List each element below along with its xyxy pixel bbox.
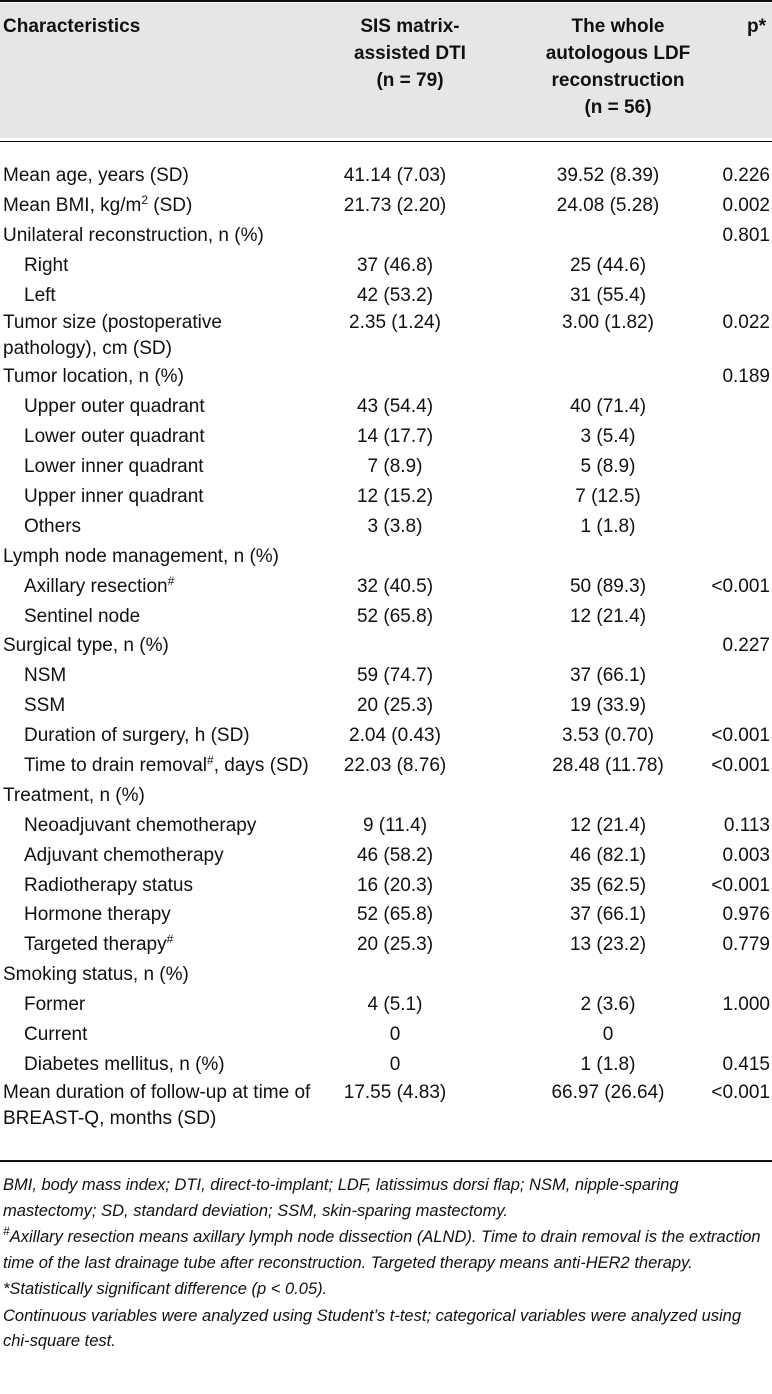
table-row [0,482,772,512]
p-value: 0.415 [722,1053,770,1075]
row-label: Lymph node management, n (%) [3,545,280,567]
value-sis-dti: 20 (25.3) [356,695,434,717]
value-autologous-ldf: 46 (82.1) [569,844,647,866]
value-sis-dti: 41.14 (7.03) [343,165,447,186]
row-label: Unilateral reconstruction, n (%) [3,224,264,246]
row-label: Mean duration of follow-up at time of BREAST-Q, months (SD) [3,1081,311,1129]
row-label: Adjuvant chemotherapy [24,844,224,866]
p-value: 0.226 [722,165,770,186]
row-label: Tumor location, n (%) [3,366,184,388]
table-row [0,871,772,901]
table-row [0,811,772,841]
row-label: Sentinel node [24,605,141,627]
table-footnotes [3,1173,769,1356]
row-label: Current [24,1024,88,1046]
value-sis-dti: 32 (40.5) [356,575,434,597]
value-sis-dti: 59 (74.7) [356,665,434,687]
table-row [0,661,772,691]
p-value: 0.022 [722,312,770,334]
p-value: 0.003 [722,844,770,866]
header-autologous-ldf: The whole autologous LDF reconstruction (n = 56) [545,16,691,118]
table-row [0,721,772,751]
value-autologous-ldf: 1 (1.8) [580,515,636,537]
value-sis-dti: 0 [389,1024,401,1046]
table-row [0,281,772,311]
value-autologous-ldf: 31 (55.4) [569,284,647,306]
value-sis-dti: 52 (65.8) [356,605,434,627]
table-row [0,572,772,602]
value-sis-dti: 14 (17.7) [356,426,434,448]
table-row [0,1020,772,1050]
table-row [0,512,772,542]
row-label: Right [24,254,69,276]
footnote-methods: Continuous variables were analyzed using Student’s t-test; categorical variables were analyzed using chi-square test. [3,1306,742,1350]
row-label: SSM [24,695,66,717]
value-autologous-ldf: 3 (5.4) [580,426,636,448]
p-value: 0.189 [722,366,770,388]
value-sis-dti: 22.03 (8.76) [343,755,447,777]
table-row [0,602,772,632]
table-row [0,362,772,392]
value-sis-dti: 7 (8.9) [367,456,423,478]
value-sis-dti: 4 (5.1) [367,994,423,1016]
row-label: Targeted therapy# [24,932,174,956]
value-sis-dti: 0 [389,1053,401,1075]
value-sis-dti: 42 (53.2) [356,284,434,306]
value-sis-dti: 2.35 (1.24) [349,312,441,334]
p-value: <0.001 [711,1081,770,1103]
header-characteristics: Characteristics [3,16,141,37]
table-body [0,161,772,1132]
row-label: Neoadjuvant chemotherapy [24,814,257,836]
top-rule [0,0,772,2]
row-label: Former [24,994,86,1016]
row-label: Mean age, years (SD) [3,165,189,186]
value-autologous-ldf: 24.08 (5.28) [556,194,660,216]
value-sis-dti: 46 (58.2) [356,844,434,866]
value-sis-dti: 3 (3.8) [367,515,423,537]
header-p-value: p* [747,16,766,37]
table-row [0,161,772,191]
row-label: Treatment, n (%) [3,784,145,806]
row-label: Radiotherapy status [24,874,193,896]
row-label: Upper outer quadrant [24,396,205,418]
footnote-abbreviations: BMI, body mass index; DTI, direct-to-implant; LDF, latissimus dorsi flap; NSM, nipple-sparing mastectomy; SD, standard deviation; SSM, skin-sparing mastectomy. [3,1176,679,1220]
p-value: <0.001 [711,755,770,777]
value-autologous-ldf: 37 (66.1) [569,904,647,926]
table-row [0,422,772,452]
table-row [0,631,772,661]
row-label: Diabetes mellitus, n (%) [24,1053,225,1075]
table-row [0,310,772,362]
footnote-significance: *Statistically significant difference (p < 0.05). [3,1280,328,1298]
p-value: 0.002 [722,194,770,216]
table-row [0,452,772,482]
p-value: 0.779 [722,934,770,956]
table-row [0,392,772,422]
table-header [0,3,772,138]
value-autologous-ldf: 13 (23.2) [569,934,647,956]
row-label: Left [24,284,56,306]
row-label: Lower outer quadrant [24,426,205,448]
value-sis-dti: 43 (54.4) [356,396,434,418]
value-sis-dti: 52 (65.8) [356,904,434,926]
value-sis-dti: 2.04 (0.43) [349,725,441,747]
row-label: Others [24,515,82,537]
value-sis-dti: 12 (15.2) [356,486,434,508]
footnote-hash: #Axillary resection means axillary lymph node dissection (ALND). Time to drain removal is the extraction time of the last drainage tube after reconstruction. Targeted therapy means anti-HER2 therapy. [3,1224,761,1272]
bottom-rule [0,1160,772,1162]
value-sis-dti: 9 (11.4) [362,814,428,836]
value-autologous-ldf: 12 (21.4) [569,605,647,627]
p-value: <0.001 [711,874,770,896]
value-sis-dti: 17.55 (4.83) [343,1081,447,1103]
value-autologous-ldf: 19 (33.9) [569,695,647,717]
table-row [0,251,772,281]
value-autologous-ldf: 3.53 (0.70) [562,725,654,747]
table-row [0,781,772,811]
table-row [0,930,772,960]
p-value: 1.000 [722,994,770,1016]
row-label: Surgical type, n (%) [3,635,169,657]
value-autologous-ldf: 66.97 (26.64) [551,1081,665,1103]
value-autologous-ldf: 7 (12.5) [575,486,641,508]
value-autologous-ldf: 12 (21.4) [569,814,647,836]
value-sis-dti: 21.73 (2.20) [343,194,447,216]
row-label: Time to drain removal#, days (SD) [24,753,309,777]
value-autologous-ldf: 39.52 (8.39) [556,165,660,186]
value-autologous-ldf: 1 (1.8) [580,1053,636,1075]
table-row [0,1050,772,1080]
row-label: Axillary resection# [24,573,175,597]
p-value: <0.001 [711,575,770,597]
value-sis-dti: 20 (25.3) [356,934,434,956]
table-row [0,900,772,930]
row-label: Mean BMI, $kg/m^2$ (SD) [3,192,193,216]
value-autologous-ldf: 37 (66.1) [569,665,647,687]
row-label: Smoking status, n (%) [3,964,189,986]
table-row [0,960,772,990]
table-row [0,1080,772,1132]
value-autologous-ldf: 35 (62.5) [569,874,647,896]
table-row [0,221,772,251]
row-label: NSM [24,665,67,687]
value-sis-dti: 37 (46.8) [356,254,434,276]
table-row [0,751,772,781]
header-rule [0,141,772,142]
row-label: Lower inner quadrant [24,456,204,478]
row-label: Tumor size (postoperative pathology), cm (SD) [3,312,222,360]
row-label: Duration of surgery, h (SD) [24,725,250,747]
p-value: <0.001 [711,725,770,747]
value-autologous-ldf: 25 (44.6) [569,254,647,276]
table-row [0,841,772,871]
row-label: Hormone therapy [24,904,171,926]
header-sis-dti: SIS matrix- assisted DTI (n = 79) [354,16,466,91]
table-row [0,191,772,221]
p-value: 0.976 [722,904,770,926]
value-autologous-ldf: 3.00 (1.82) [562,312,654,334]
p-value: 0.113 [723,814,770,836]
value-autologous-ldf: 50 (89.3) [569,575,647,597]
table-row [0,542,772,572]
p-value: 0.801 [722,224,770,246]
row-label: Upper inner quadrant [24,486,204,508]
value-autologous-ldf: 5 (8.9) [580,456,636,478]
value-sis-dti: 16 (20.3) [356,874,434,896]
table-row [0,691,772,721]
table-row [0,990,772,1020]
value-autologous-ldf: 40 (71.4) [569,396,647,418]
value-autologous-ldf: 28.48 (11.78) [552,755,664,777]
value-autologous-ldf: 2 (3.6) [580,994,636,1016]
value-autologous-ldf: 0 [602,1024,614,1046]
p-value: 0.227 [722,635,770,657]
